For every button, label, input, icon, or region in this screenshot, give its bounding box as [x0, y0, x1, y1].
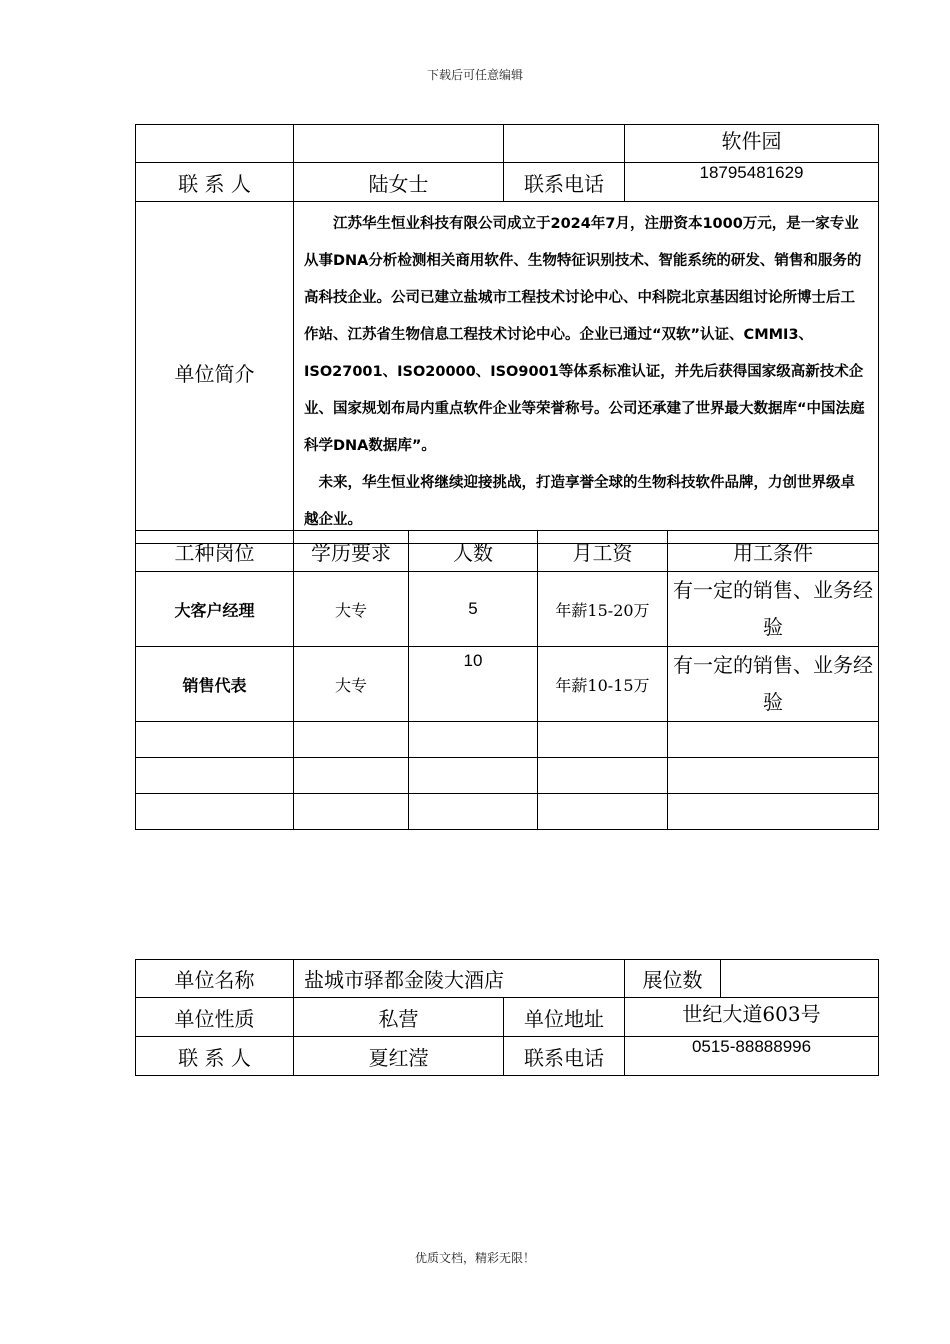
empty-cell [294, 758, 409, 794]
intro-label: 单位简介 [136, 202, 294, 544]
jobs-table [135, 530, 879, 830]
address-value: 世纪大道603号 [625, 998, 879, 1037]
company1-table [135, 124, 879, 544]
phone-label: 联系电话 [504, 1037, 625, 1076]
page-header: 下载后可任意编辑 [426, 68, 523, 82]
address-label: 单位地址 [504, 998, 625, 1037]
phone-label: 联系电话 [504, 163, 625, 202]
empty-cell [538, 794, 668, 830]
empty-cell [504, 125, 625, 163]
intro-paragraph-2: 未来，华生恒业将继续迎接挑战，打造享誉全球的生物科技软件品牌，力创世界级卓越企业。 [304, 475, 855, 528]
condition-cell: 有一定的销售、业务经验 [668, 647, 879, 722]
empty-cell [538, 722, 668, 758]
park-value: 软件园 [625, 125, 879, 163]
page-footer: 优质文档，精彩无限！ [414, 1251, 535, 1265]
company2-table [135, 959, 879, 1076]
phone-value: 0515-88888996 [625, 1037, 879, 1076]
contact-name: 夏红滢 [294, 1037, 504, 1076]
position-cell: 大客户经理 [136, 572, 294, 647]
header-education: 学历要求 [294, 531, 409, 572]
header-count: 人数 [409, 531, 538, 572]
empty-cell [294, 794, 409, 830]
empty-cell [668, 722, 879, 758]
intro-paragraph-1: 江苏华生恒业科技有限公司成立于2024年7月，注册资本1000万元，是一家专业从事DNA分析检测相关商用软件、生物特征识别技术、智能系统的研发、销售和服务的高科技企业。公司已建立盐城市工程技术讨论中心、中科院北京基因组讨论所博士后工作站、江苏省生物信息工程技术讨论中心。企业已通过“双软”认证、CMMI3、ISO27001、ISO20000、ISO9001等体系标准认证，并先后获得国家级高新技术企业、国家规划布局内重点软件企业等荣誉称号。公司还承建了世界最大数据库“中国法庭科学DNA数据库”。 [304, 216, 865, 454]
company-name: 盐城市驿都金陵大酒店 [294, 960, 625, 998]
name-label: 单位名称 [136, 960, 294, 998]
contact-name: 陆女士 [294, 163, 504, 202]
contact-label: 联 系 人 [136, 163, 294, 202]
table-row [136, 758, 879, 794]
empty-cell [409, 794, 538, 830]
empty-cell [136, 758, 294, 794]
empty-cell [409, 758, 538, 794]
count-cell: 10 [409, 647, 538, 722]
nature-value: 私营 [294, 998, 504, 1037]
empty-cell [668, 794, 879, 830]
empty-cell [409, 722, 538, 758]
booth-value [721, 960, 879, 998]
empty-cell [136, 794, 294, 830]
empty-cell [294, 722, 409, 758]
table-row [136, 572, 879, 647]
empty-cell [538, 758, 668, 794]
phone-value: 18795481629 [625, 163, 879, 202]
empty-cell [668, 758, 879, 794]
empty-cell [136, 125, 294, 163]
empty-cell [294, 125, 504, 163]
position-cell: 销售代表 [136, 647, 294, 722]
table-row [136, 647, 879, 722]
salary-cell: 年薪15-20万 [538, 572, 668, 647]
header-position: 工种岗位 [136, 531, 294, 572]
intro-text [294, 202, 879, 544]
condition-cell: 有一定的销售、业务经验 [668, 572, 879, 647]
header-condition: 用工条件 [668, 531, 879, 572]
header-salary: 月工资 [538, 531, 668, 572]
table-row [136, 794, 879, 830]
table-row [136, 722, 879, 758]
contact-label: 联 系 人 [136, 1037, 294, 1076]
salary-cell: 年薪10-15万 [538, 647, 668, 722]
nature-label: 单位性质 [136, 998, 294, 1037]
education-cell: 大专 [294, 647, 409, 722]
booth-label: 展位数 [625, 960, 721, 998]
empty-cell [136, 722, 294, 758]
education-cell: 大专 [294, 572, 409, 647]
count-cell: 5 [409, 572, 538, 647]
